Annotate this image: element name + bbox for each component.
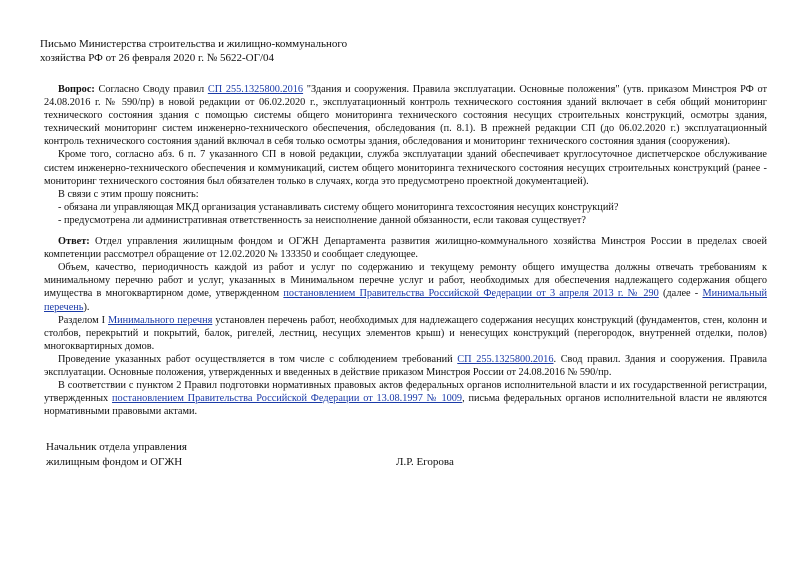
question-paragraph-1 — [44, 83, 767, 148]
resolution-290-link[interactable]: постановлением Правительства Российской Федерации от 3 апреля 2013 г. № 290 — [283, 288, 659, 300]
answer-text-4a: Проведение указанных работ осуществляется в том числе с соблюдением требований — [58, 353, 458, 365]
answer-paragraph-4 — [44, 353, 767, 379]
question-paragraph-2: Кроме того, согласно абз. 6 п. 7 указанного СП в новой редакции, служба эксплуатации зданий обеспечивает круглосуточное диспетчерское обслуживание систем инженерно-технического обеспечения и коммуникаций, систем общего мониторинга технического состояния несущих строительных конструкций (ранее - мониторинг технического состояния был обязателен только в случаях, когда это предусмотрено проектной документацией). — [44, 149, 767, 187]
signatory-position — [46, 440, 187, 470]
question-block — [44, 83, 767, 227]
answer-paragraph-5 — [44, 379, 767, 418]
question-text-b: "Здания и сооружения. Правила эксплуатации. Основные положения" (утв. приказом Минстроя РФ от 24.08.2016 г. № 590/пр) в новой редакции от 06.02.2020 г., эксплуатационный контроль технического состояния зданий включает в себя общий мониторинг технического состояния здания с помощью системы общего мониторинга технического состояния несущих строительных конструкций, осмотры здания, технический мониторинг систем инженерно-технического обеспечения, обследования (п. 8.1). В прежней редакции СП (до 06.02.2020 г.) эксплуатационный контроль технического состояния зданий включал в себя только осмотры здания, обследования и мониторинг технического состояния здания (сооружения). — [44, 84, 768, 148]
question-item-2: - предусмотрена ли административная ответственность за неисполнение данной обязанности, если таковая существует? — [58, 214, 586, 226]
answer-label: Ответ: — [58, 236, 90, 248]
title-line-1: Письмо Министерства строительства и жилищно-коммунального — [40, 38, 348, 50]
minimal-list-link-2[interactable]: Минимального перечня — [107, 314, 213, 326]
document-body — [40, 38, 767, 418]
question-text-a: Согласно Своду правил — [94, 84, 208, 95]
question-list — [44, 188, 767, 227]
signatory-name: Л.Р. Егорова — [396, 456, 454, 468]
answer-text-5a: В соответствии с пунктом 2 Правил подготовки нормативных правовых актов федеральных органов исполнительной власти и их государственной регистрации, утвержденных — [44, 380, 767, 405]
answer-block — [44, 235, 767, 418]
answer-text-2b: (далее - — [658, 288, 703, 300]
answer-text-3a: Разделом I — [58, 314, 108, 326]
position-line-2: жилищным фондом и ОГЖН — [46, 456, 183, 468]
sp-255-link[interactable]: СП 255.1325800.2016 — [207, 84, 304, 95]
question-item-1: - обязана ли управляющая МКД организация устанавливать систему общего мониторинга техсостояния несущих конструкций? — [58, 201, 619, 213]
question-request: В связи с этим прошу пояснить: — [58, 188, 199, 200]
answer-paragraph-2 — [44, 261, 767, 313]
answer-text-2c: ). — [83, 301, 90, 313]
answer-text-3b: установлен перечень работ, необходимых для надлежащего содержания несущих конструкций (фундаментов, стен, колонн и столбов, перекрытий и покрытий, балок, ригелей, лестниц, несущих элементов крыш) и ненесущих конструкций (перегородок, внутренней отделки, полов) многоквартирных домов. — [44, 314, 768, 352]
position-line-1: Начальник отдела управления — [46, 441, 187, 453]
question-label: Вопрос: — [58, 84, 95, 95]
answer-paragraph-1 — [44, 235, 767, 261]
answer-text-2a: Объем, качество, периодичность каждой из работ и услуг по содержанию и текущему ремонту общего имущества должны отвечать требованиям к минимальному перечню работ и услуг, указанных в Минимальном перечне услуг и работ, необходимых для обеспечения надлежащего содержания общего имущества в многоквартирном доме, утвержденном — [44, 262, 767, 300]
answer-text-4b: . Свод правил. Здания и сооружения. Правила эксплуатации. Основные положения, утвержденных и введенных в действие приказом Минстроя России от 24.08.2016 № 590/пр. — [44, 353, 767, 378]
answer-paragraph-3 — [44, 314, 767, 353]
document-title — [40, 38, 767, 65]
answer-text-1: Отдел управления жилищным фондом и ОГЖН Департамента развития жилищно-коммунального хозяйства Минстроя России в пределах своей компетенции рассмотрел обращение от 12.02.2020 № 133350 и сообщает следующее. — [44, 236, 767, 261]
minimal-list-link[interactable]: Минимальный перечень — [44, 288, 768, 313]
title-line-2: хозяйства РФ от 26 февраля 2020 г. № 5622-ОГ/04 — [40, 51, 275, 64]
sp-255-link-2[interactable]: СП 255.1325800.2016 — [457, 353, 554, 365]
answer-text-5b: , письма федеральных органов исполнительной власти не являются нормативными правовыми актами. — [44, 393, 768, 418]
resolution-1009-link[interactable]: постановлением Правительства Российской Федерации от 13.08.1997 № 1009 — [111, 393, 463, 405]
